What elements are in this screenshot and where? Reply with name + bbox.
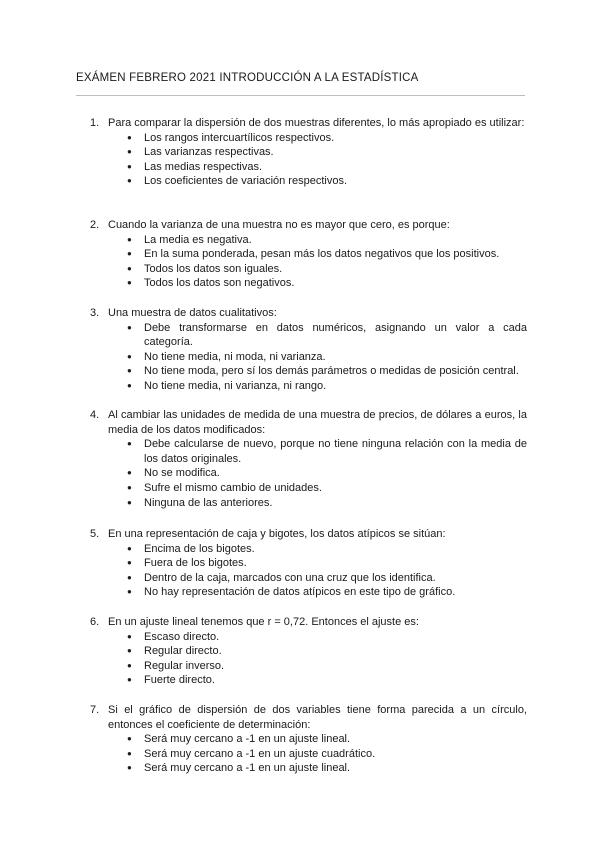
option-item: ● Debe transformarse en datos numéricos, asignando un valor a cada categoría. [144,321,527,350]
option-item: ● La media es negativa. [144,233,527,248]
option-list [144,437,527,510]
question-number: 2. [90,219,100,231]
question-5 [90,527,527,600]
option-item: ● Ninguna de las anteriores. [144,496,527,511]
option-item: ● No tiene moda, pero sí los demás parámetros o medidas de posición central. [144,364,527,379]
option-item: ● Los coeficientes de variación respectivos. [144,174,527,189]
option-list [144,233,527,291]
option-item: ● Las medias respectivas. [144,160,527,175]
question-number: 1. [90,117,100,129]
option-item: ● Regular inverso. [144,659,527,674]
option-item: ● Dentro de la caja, marcados con una cruz que los identifica. [144,571,527,586]
question-stem: En una representación de caja y bigotes, los datos atípicos se sitúan: [108,528,446,540]
question-stem: Si el gráfico de dispersión de dos variables tiene forma parecida a un círculo, entonces el coeficiente de determinación: [108,704,527,731]
question-6 [90,615,527,688]
option-item: ● Todos los datos son negativos. [144,276,527,291]
question-number: 7. [90,704,100,716]
option-item: ● Debe calcularse de nuevo, porque no tiene ninguna relación con la media de los datos originales. [144,437,527,466]
option-item: ● Escaso directo. [144,630,527,645]
option-list [144,732,527,776]
question-1 [90,116,527,189]
option-item: ● Regular directo. [144,644,527,659]
header-divider [76,95,525,96]
question-stem: Cuando la varianza de una muestra no es mayor que cero, es porque: [108,219,450,231]
question-stem: Una muestra de datos cualitativos: [108,307,277,319]
option-item: ● Las varianzas respectivas. [144,145,527,160]
option-item: ● No se modifica. [144,466,527,481]
option-item: ● Será muy cercano a -1 en un ajuste lineal. [144,761,527,776]
question-4 [90,408,527,510]
question-stem: Al cambiar las unidades de medida de una muestra de precios, de dólares a euros, la media de los datos modificados: [108,409,527,436]
option-item: ● Todos los datos son iguales. [144,262,527,277]
question-number: 5. [90,528,100,540]
option-list [144,630,527,688]
option-list [144,131,527,189]
option-item: ● No hay representación de datos atípicos en este tipo de gráfico. [144,585,527,600]
question-stem: Para comparar la dispersión de dos muestras diferentes, lo más apropiado es utilizar: [108,117,525,129]
option-item: ● Fuera de los bigotes. [144,556,527,571]
option-item: ● No tiene media, ni moda, ni varianza. [144,350,527,365]
option-item: ● Será muy cercano a -1 en un ajuste lineal. [144,732,527,747]
option-item: ● Los rangos intercuartílicos respectivos. [144,131,527,146]
question-number: 3. [90,307,100,319]
question-number: 6. [90,616,100,628]
option-item: ● Será muy cercano a -1 en un ajuste cuadrático. [144,747,527,762]
option-item: ● En la suma ponderada, pesan más los datos negativos que los positivos. [144,247,527,262]
question-number: 4. [90,409,100,421]
option-item: ● Sufre el mismo cambio de unidades. [144,481,527,496]
question-stem: En un ajuste lineal tenemos que r = 0,72. Entonces el ajuste es: [108,616,419,628]
option-item: ● Fuerte directo. [144,673,527,688]
option-list [144,321,527,394]
question-2 [90,218,527,291]
question-7 [90,703,527,776]
question-3 [90,306,527,394]
option-list [144,542,527,600]
option-item: ● Encima de los bigotes. [144,542,527,557]
page-title: EXÁMEN FEBRERO 2021 INTRODUCCIÓN A LA ESTADÍSTICA [76,72,419,84]
option-item: ● No tiene media, ni varianza, ni rango. [144,379,527,394]
